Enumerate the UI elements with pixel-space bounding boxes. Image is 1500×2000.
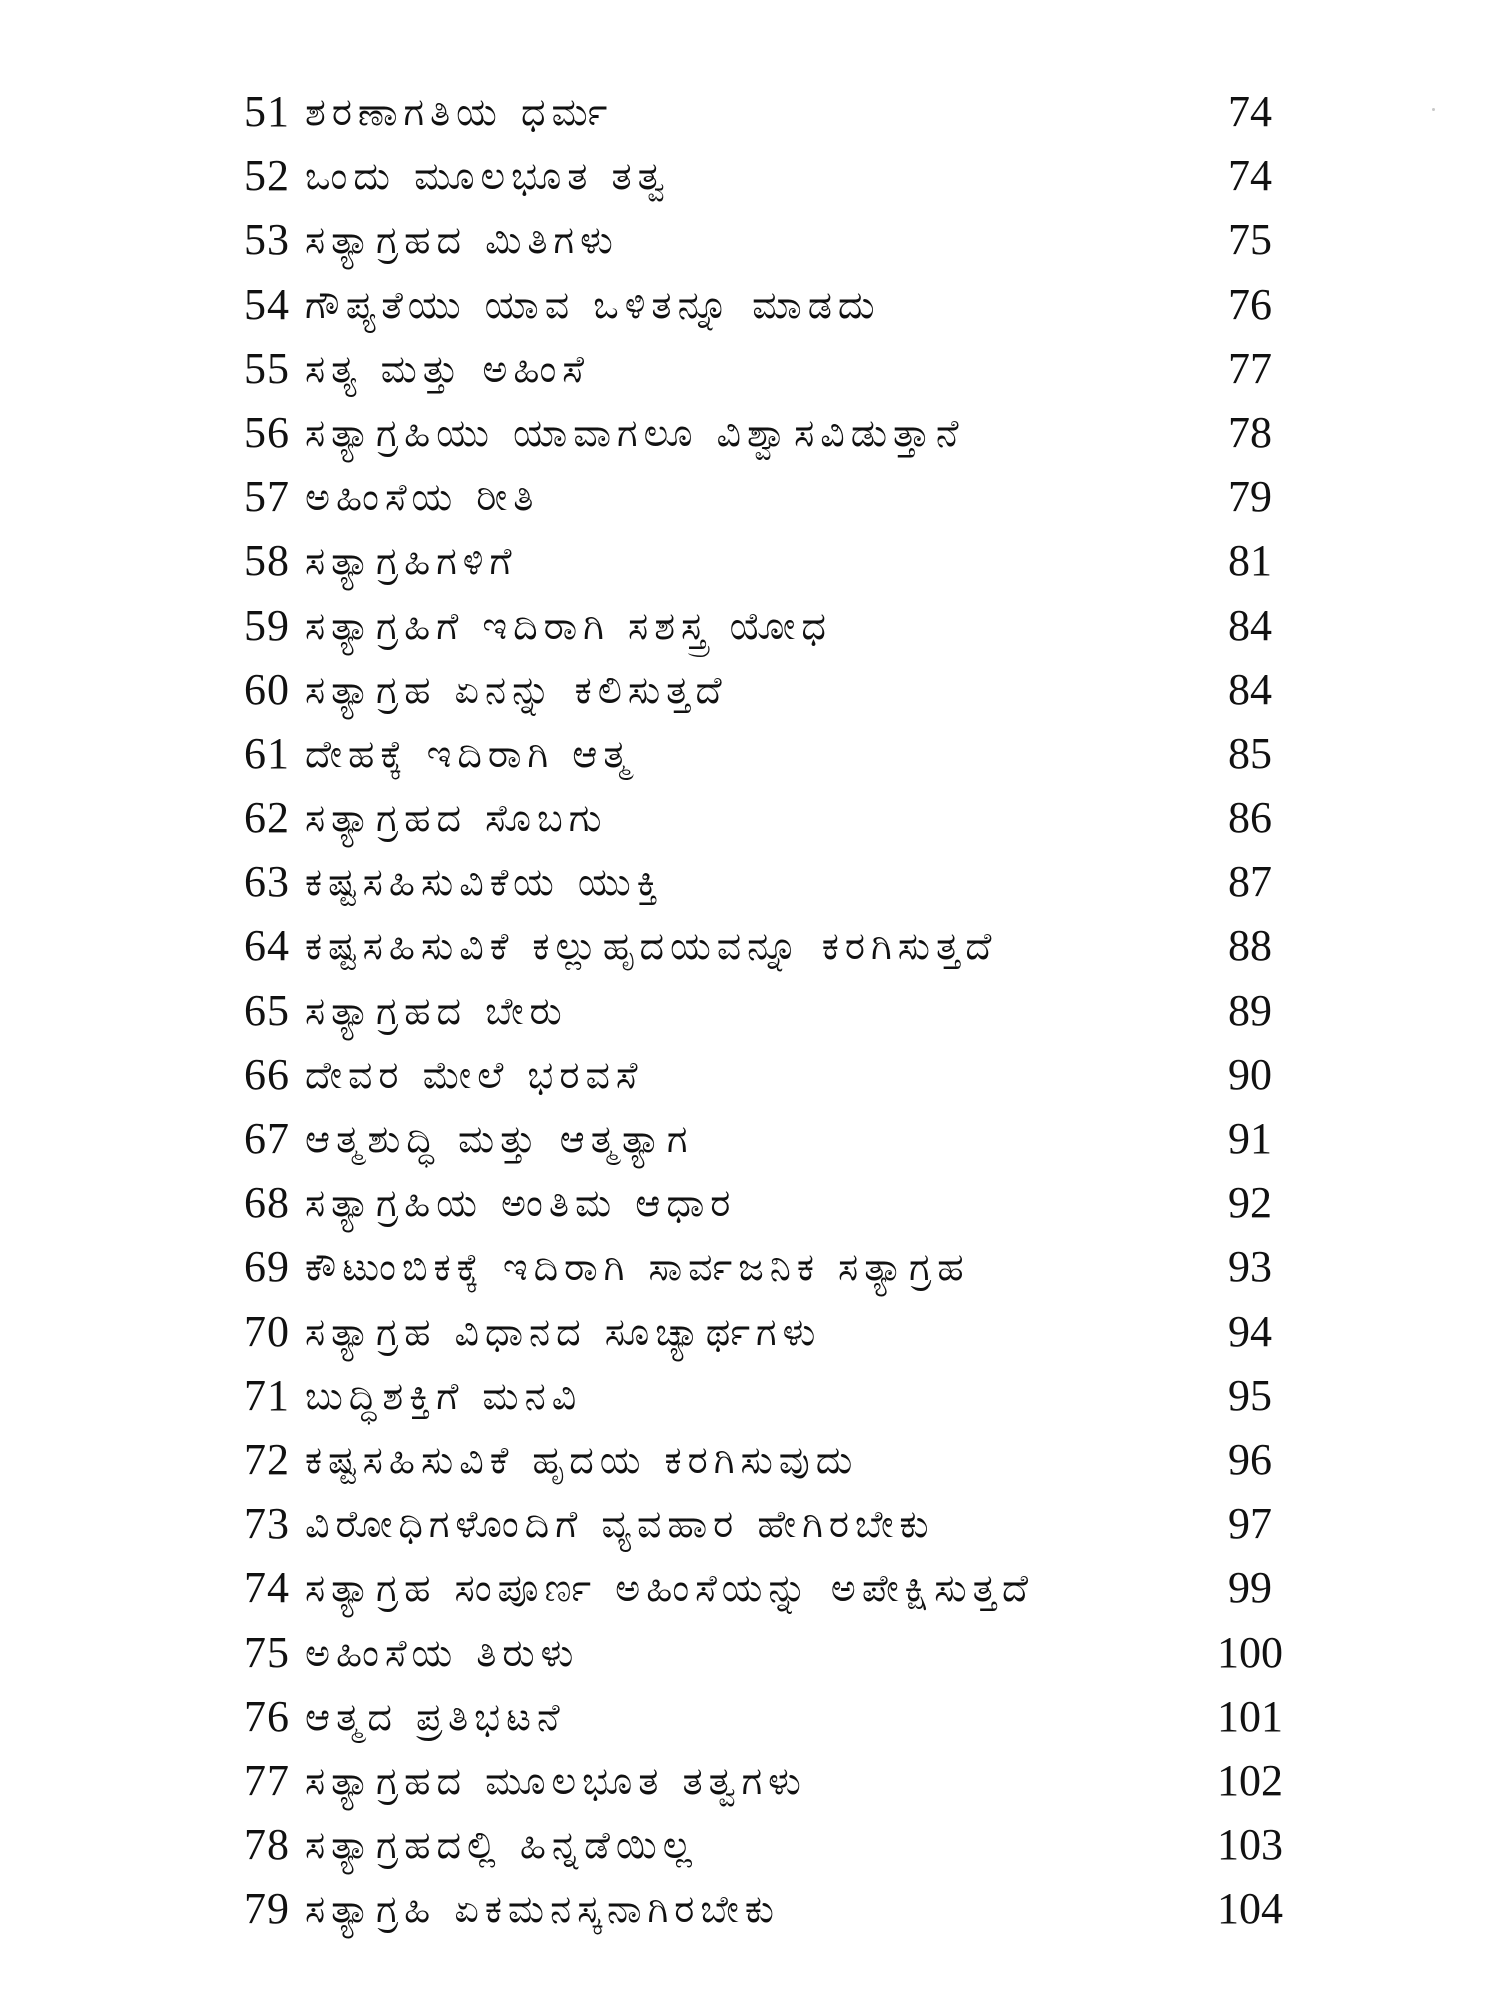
toc-entry [200, 1556, 1310, 1620]
toc-entry [200, 1300, 1310, 1364]
entry-page-number: 94 [1228, 1306, 1272, 1356]
entry-page-number: 89 [1228, 985, 1272, 1035]
entry-number: 56 [244, 407, 290, 457]
toc-entry [200, 273, 1310, 337]
toc-entry [200, 979, 1310, 1043]
toc-entry [200, 1685, 1310, 1749]
entry-title: ಸತ್ಯಾಗ್ರಹಿ ಏಕಮನಸ್ಕನಾಗಿರಬೇಕು [305, 1887, 781, 1932]
entry-title: ಸತ್ಯಾಗ್ರಹಿಯ ಅಂತಿಮ ಆಧಾರ [305, 1181, 737, 1226]
entry-page-number: 93 [1228, 1242, 1272, 1292]
entry-title: ಬುದ್ಧಿಶಕ್ತಿಗೆ ಮನವಿ [305, 1373, 583, 1418]
entry-title: ಸತ್ಯಾಗ್ರಹಿಗಳಿಗೆ [305, 539, 518, 584]
entry-title: ಅಹಿಂಸೆಯ ತಿರುಳು [305, 1630, 580, 1675]
toc-entry [200, 1235, 1310, 1299]
toc-entry [200, 594, 1310, 658]
entry-title: ಸತ್ಯಾಗ್ರಹದ ಸೊಬಗು [305, 796, 608, 841]
toc-entry [200, 658, 1310, 722]
entry-number: 72 [244, 1434, 290, 1484]
toc-entry [200, 529, 1310, 593]
toc-entry [200, 1107, 1310, 1171]
entry-number: 63 [244, 857, 290, 907]
toc-entry [200, 1364, 1310, 1428]
toc-entry [200, 850, 1310, 914]
entry-page-number: 96 [1228, 1434, 1272, 1484]
entry-title: ಶರಣಾಗತಿಯ ಧರ್ಮ [305, 90, 614, 134]
entry-number: 57 [244, 472, 290, 522]
entry-number: 79 [244, 1884, 290, 1934]
entry-number: 61 [244, 728, 290, 778]
entry-number: 76 [244, 1691, 290, 1741]
toc-entry [200, 1749, 1310, 1813]
entry-page-number: 85 [1228, 728, 1272, 778]
entry-title: ಸತ್ಯಾಗ್ರಹ ಸಂಪೂರ್ಣ ಅಹಿಂಸೆಯನ್ನು ಅಪೇಕ್ಷಿಸುತ್ತದೆ [305, 1566, 1035, 1611]
entry-number: 70 [244, 1306, 290, 1356]
entry-number: 69 [244, 1242, 290, 1292]
entry-page-number: 75 [1228, 215, 1272, 265]
entry-title: ಸತ್ಯಾಗ್ರಹ ವಿಧಾನದ ಸೂಚ್ಯಾರ್ಥಗಳು [305, 1309, 822, 1354]
entry-number: 54 [244, 279, 290, 329]
entry-title: ಗೌಪ್ಯತೆಯು ಯಾವ ಒಳಿತನ್ನೂ ಮಾಡದು [305, 282, 881, 327]
entry-number: 62 [244, 793, 290, 843]
entry-page-number: 77 [1228, 343, 1272, 393]
entry-page-number: 91 [1228, 1114, 1272, 1163]
entry-title: ಸತ್ಯಾಗ್ರಹಿಯು ಯಾವಾಗಲೂ ವಿಶ್ವಾಸವಿಡುತ್ತಾನೆ [305, 410, 965, 455]
entry-title: ಕಷ್ಟಸಹಿಸುವಿಕೆ ಕಲ್ಲುಹೃದಯವನ್ನೂ ಕರಗಿಸುತ್ತದೆ [305, 924, 998, 969]
entry-page-number: 97 [1228, 1499, 1272, 1549]
toc-entry [200, 1877, 1310, 1941]
entry-page-number: 78 [1228, 407, 1272, 457]
entry-page-number: 104 [1217, 1884, 1283, 1934]
toc-entry [200, 401, 1310, 465]
entry-page-number: 87 [1228, 857, 1272, 907]
entry-page-number: 90 [1228, 1049, 1272, 1099]
entry-title: ಸತ್ಯಾಗ್ರಹದ ಬೇರು [305, 988, 568, 1033]
entry-page-number: 92 [1228, 1178, 1272, 1228]
entry-page-number: 76 [1228, 279, 1272, 329]
entry-page-number: 95 [1228, 1370, 1272, 1420]
entry-page-number: 88 [1228, 921, 1272, 971]
entry-number: 64 [244, 921, 290, 971]
entry-title: ಅಹಿಂಸೆಯ ರೀತಿ [305, 475, 540, 520]
entry-page-number: 74 [1228, 87, 1272, 136]
entry-number: 65 [244, 985, 290, 1035]
toc-entry [200, 1492, 1310, 1556]
toc-entry [200, 1621, 1310, 1685]
entry-number: 59 [244, 600, 290, 650]
entry-number: 68 [244, 1178, 290, 1228]
toc-entry [200, 1428, 1310, 1492]
entry-title: ಕೌಟುಂಬಿಕಕ್ಕೆ ಇದಿರಾಗಿ ಸಾರ್ವಜನಿಕ ಸತ್ಯಾಗ್ರಹ [305, 1245, 970, 1290]
entry-number: 77 [244, 1755, 290, 1805]
toc-entry [200, 1171, 1310, 1235]
toc-entry [200, 208, 1310, 272]
scan-speck [1432, 108, 1435, 111]
entry-number: 73 [244, 1499, 290, 1549]
entry-title: ಸತ್ಯಾಗ್ರಹ ಏನನ್ನು ಕಲಿಸುತ್ತದೆ [305, 667, 728, 712]
entry-page-number: 100 [1217, 1627, 1283, 1677]
entry-title: ಸತ್ಯಾಗ್ರಹಿಗೆ ಇದಿರಾಗಿ ಸಶಸ್ತ್ರ ಯೋಧ [305, 603, 832, 648]
entry-page-number: 79 [1228, 472, 1272, 522]
entry-number: 55 [244, 343, 290, 393]
entry-title: ಕಷ್ಟಸಹಿಸುವಿಕೆ ಹೃದಯ ಕರಗಿಸುವುದು [305, 1437, 859, 1482]
toc-entry [200, 337, 1310, 401]
entry-page-number: 86 [1228, 793, 1272, 843]
entry-page-number: 103 [1217, 1820, 1283, 1870]
entry-title: ಆತ್ಮಶುದ್ಧಿ ಮತ್ತು ಆತ್ಮತ್ಯಾಗ [305, 1117, 694, 1161]
table-of-contents [200, 80, 1310, 1941]
entry-title: ದೇಹಕ್ಕೆ ಇದಿರಾಗಿ ಆತ್ಮ [305, 731, 635, 776]
entry-title: ದೇವರ ಮೇಲೆ ಭರವಸೆ [305, 1052, 644, 1097]
toc-entry [200, 722, 1310, 786]
toc-entry [200, 1813, 1310, 1877]
entry-number: 58 [244, 536, 290, 586]
toc-entry [200, 80, 1310, 144]
entry-title: ಸತ್ಯಾಗ್ರಹದ ಮಿತಿಗಳು [305, 218, 619, 263]
entry-page-number: 81 [1228, 536, 1272, 586]
entry-number: 78 [244, 1820, 290, 1870]
entry-page-number: 101 [1217, 1691, 1283, 1741]
entry-number: 66 [244, 1049, 290, 1099]
entry-page-number: 84 [1228, 600, 1272, 650]
entry-title: ಸತ್ಯಾಗ್ರಹದ ಮೂಲಭೂತ ತತ್ವಗಳು [305, 1758, 807, 1803]
entry-page-number: 74 [1228, 151, 1272, 201]
entry-title: ಸತ್ಯ ಮತ್ತು ಅಹಿಂಸೆ [305, 346, 590, 391]
entry-number: 52 [244, 151, 290, 201]
entry-page-number: 99 [1228, 1563, 1272, 1613]
entry-number: 60 [244, 664, 290, 714]
entry-page-number: 84 [1228, 664, 1272, 714]
toc-entry [200, 144, 1310, 208]
entry-number: 51 [244, 87, 290, 136]
entry-number: 71 [244, 1370, 290, 1420]
toc-entry [200, 914, 1310, 978]
entry-title: ಒಂದು ಮೂಲಭೂತ ತತ್ವ [305, 154, 671, 199]
entry-number: 75 [244, 1627, 290, 1677]
entry-number: 67 [244, 1114, 290, 1163]
entry-page-number: 102 [1217, 1755, 1283, 1805]
entry-title: ಆತ್ಮದ ಪ್ರತಿಭಟನೆ [305, 1694, 566, 1739]
entry-number: 53 [244, 215, 290, 265]
toc-entry [200, 786, 1310, 850]
entry-title: ಕಷ್ಟಸಹಿಸುವಿಕೆಯ ಯುಕ್ತಿ [305, 860, 664, 905]
toc-entry [200, 465, 1310, 529]
entry-title: ವಿರೋಧಿಗಳೊಂದಿಗೆ ವ್ಯವಹಾರ ಹೇಗಿರಬೇಕು [305, 1502, 935, 1547]
toc-entry [200, 1043, 1310, 1107]
entry-title: ಸತ್ಯಾಗ್ರಹದಲ್ಲಿ ಹಿನ್ನಡೆಯಿಲ್ಲ [305, 1823, 698, 1868]
entry-number: 74 [244, 1563, 290, 1613]
